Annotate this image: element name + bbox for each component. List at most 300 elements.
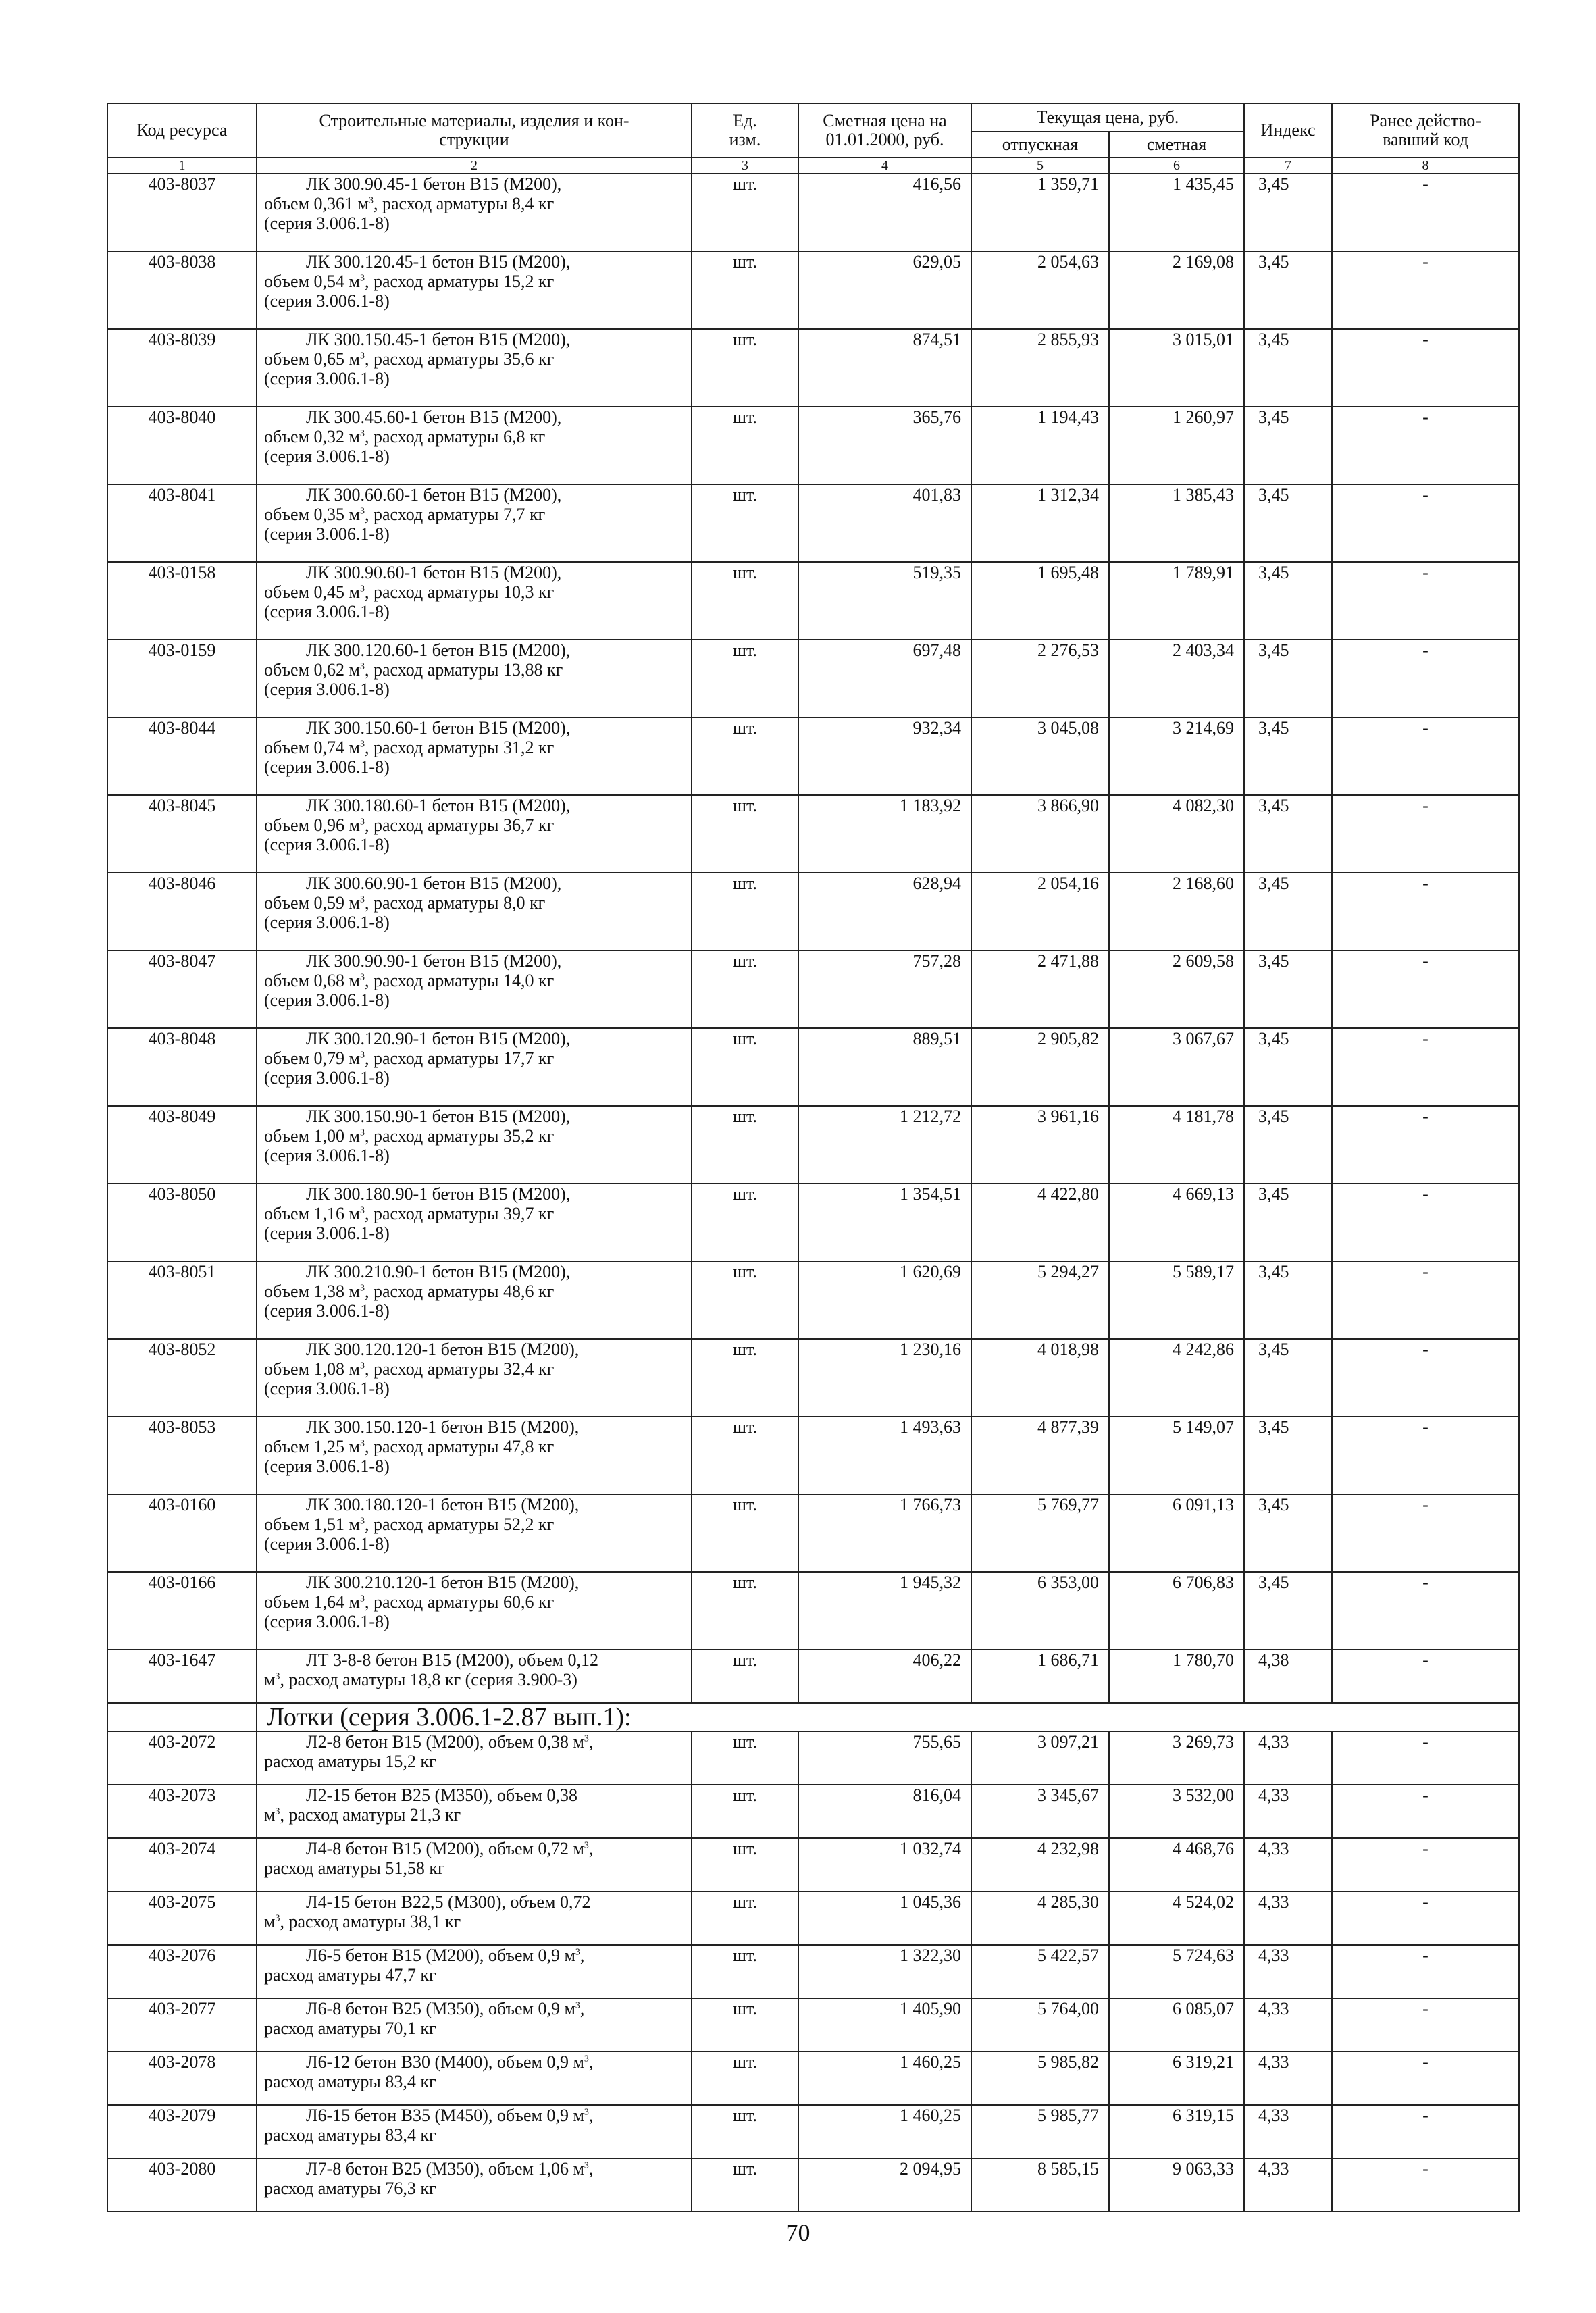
previous-code: -: [1332, 1572, 1519, 1650]
unit-of-measure: шт.: [692, 795, 798, 873]
price-index: 4,33: [1244, 1785, 1332, 1838]
material-name-line: ЛК 300.180.120-1 бетон В15 (М200),: [306, 1495, 580, 1515]
resource-code: 403-8053: [107, 1417, 257, 1494]
estimate-price: 3 067,67: [1109, 1028, 1244, 1106]
material-name-line: объем 0,59 $м^3$, расход арматуры 8,0 кг: [264, 893, 546, 913]
unit-of-measure: шт.: [692, 1998, 798, 2052]
unit-of-measure: шт.: [692, 2158, 798, 2212]
base-price: 932,34: [798, 717, 971, 795]
material-name-line: Л6-12 бетон В30 (М400), объем 0,9 $м^3$,: [306, 2052, 594, 2072]
material-name-line: (серия 3.006.1-8): [264, 1612, 390, 1631]
column-number: 7: [1244, 157, 1332, 174]
material-name-line: ЛК 300.150.120-1 бетон В15 (М200),: [306, 1417, 580, 1437]
header-current-price: Текущая цена, руб.: [971, 103, 1244, 132]
cubic-superscript: 3: [359, 661, 365, 672]
estimate-price: 4 082,30: [1109, 795, 1244, 873]
estimate-price: 6 091,13: [1109, 1494, 1244, 1572]
previous-code: -: [1332, 1945, 1519, 1998]
material-name: [257, 1494, 692, 1572]
resource-code: 403-0159: [107, 640, 257, 717]
header-code: Код ресурса: [107, 103, 257, 157]
header-unit: [692, 103, 798, 157]
unit-of-measure: шт.: [692, 1650, 798, 1703]
price-index: 3,45: [1244, 795, 1332, 873]
cubic-superscript: 3: [359, 351, 365, 361]
cubic-superscript: 3: [359, 1127, 365, 1138]
material-name-line: (серия 3.006.1-8): [264, 1534, 390, 1554]
estimate-price: 6 706,83: [1109, 1572, 1244, 1650]
cubic-superscript: 3: [359, 1594, 365, 1604]
material-name-line: расход аматуры 47,7 кг: [264, 1965, 436, 1985]
estimate-price: 3 532,00: [1109, 1785, 1244, 1838]
base-price: 519,35: [798, 562, 971, 640]
release-price: 2 276,53: [971, 640, 1109, 717]
header-name-line: Строительные материалы, изделия и кон-: [319, 111, 629, 130]
price-index: 3,45: [1244, 950, 1332, 1028]
previous-code: -: [1332, 562, 1519, 640]
material-name: [257, 873, 692, 950]
material-name: [257, 2158, 692, 2212]
resource-code: 403-2074: [107, 1838, 257, 1891]
unit-of-measure: шт.: [692, 1261, 798, 1339]
cubic-superscript: 3: [359, 894, 365, 905]
previous-code: -: [1332, 1184, 1519, 1261]
material-name-line: объем 0,62 $м^3$, расход арматуры 13,88 кг: [264, 660, 563, 680]
column-number: 4: [798, 157, 971, 174]
estimate-price: 4 181,78: [1109, 1106, 1244, 1184]
resource-code: 403-0166: [107, 1572, 257, 1650]
previous-code: -: [1332, 1838, 1519, 1891]
estimate-price: 6 319,21: [1109, 2052, 1244, 2105]
header-estimate-price: сметная: [1109, 132, 1244, 157]
table-row: [107, 407, 1519, 484]
table-row: [107, 1785, 1519, 1838]
table-row: [107, 1494, 1519, 1572]
base-price: 365,76: [798, 407, 971, 484]
table-row: [107, 329, 1519, 407]
material-name: [257, 1572, 692, 1650]
unit-of-measure: шт.: [692, 1785, 798, 1838]
material-name: [257, 1945, 692, 1998]
table-row: [107, 2158, 1519, 2212]
material-name-line: ЛК 300.120.90-1 бетон В15 (М200),: [306, 1029, 571, 1048]
material-name-line: объем 1,25 $м^3$, расход арматуры 47,8 кг: [264, 1437, 555, 1456]
material-name-line: $м^3$, расход аматуры 21,3 кг: [264, 1805, 461, 1825]
material-name: [257, 2105, 692, 2158]
release-price: 4 877,39: [971, 1417, 1109, 1494]
cubic-superscript: 3: [584, 2054, 589, 2064]
resource-code: 403-8046: [107, 873, 257, 950]
material-name-line: ЛК 300.150.90-1 бетон В15 (М200),: [306, 1107, 571, 1126]
unit-of-measure: шт.: [692, 1838, 798, 1891]
material-name-line: ЛК 300.90.45-1 бетон В15 (М200),: [306, 174, 562, 194]
base-price: 416,56: [798, 174, 971, 251]
material-name-line: объем 1,08 $м^3$, расход арматуры 32,4 кг: [264, 1359, 555, 1379]
unit-of-measure: шт.: [692, 407, 798, 484]
previous-code: -: [1332, 329, 1519, 407]
release-price: 2 054,16: [971, 873, 1109, 950]
base-price: 406,22: [798, 1650, 971, 1703]
estimate-price: 3 269,73: [1109, 1731, 1244, 1785]
estimate-price: 1 385,43: [1109, 484, 1244, 562]
material-name-line: Л6-8 бетон В25 (М350), объем 0,9 $м^3$,: [306, 1999, 585, 2018]
base-price: 1 032,74: [798, 1838, 971, 1891]
section-title: Лотки (серия 3.006.1-2.87 вып.1):: [257, 1703, 1519, 1731]
material-name-line: объем 0,32 $м^3$, расход арматуры 6,8 кг: [264, 427, 546, 447]
previous-code: -: [1332, 1106, 1519, 1184]
header-unit-line: изм.: [729, 130, 761, 149]
material-name-line: расход аматуры 51,58 кг: [264, 1858, 445, 1878]
material-name-line: (серия 3.006.1-8): [264, 447, 390, 466]
price-index: 3,45: [1244, 1572, 1332, 1650]
resource-code: 403-2072: [107, 1731, 257, 1785]
cubic-superscript: 3: [359, 1438, 365, 1449]
release-price: 2 905,82: [971, 1028, 1109, 1106]
unit-of-measure: шт.: [692, 640, 798, 717]
material-name-line: ЛК 300.90.60-1 бетон В15 (М200),: [306, 563, 562, 582]
previous-code: -: [1332, 873, 1519, 950]
unit-of-measure: шт.: [692, 1106, 798, 1184]
material-name: [257, 1339, 692, 1417]
price-index: 3,45: [1244, 640, 1332, 717]
resource-code: 403-2075: [107, 1891, 257, 1945]
material-name-line: (серия 3.006.1-8): [264, 1456, 390, 1476]
estimate-price: 2 403,34: [1109, 640, 1244, 717]
material-name-line: Л4-8 бетон В15 (М200), объем 0,72 $м^3$,: [306, 1839, 594, 1858]
material-name-line: Л6-15 бетон В35 (М450), объем 0,9 $м^3$,: [306, 2106, 594, 2125]
base-price: 816,04: [798, 1785, 971, 1838]
resource-code: 403-8047: [107, 950, 257, 1028]
unit-of-measure: шт.: [692, 329, 798, 407]
release-price: 5 764,00: [971, 1998, 1109, 2052]
estimate-price: 1 435,45: [1109, 174, 1244, 251]
material-name: [257, 1184, 692, 1261]
price-index: 4,33: [1244, 1891, 1332, 1945]
material-name-line: (серия 3.006.1-8): [264, 291, 390, 311]
cubic-superscript: 3: [359, 1050, 365, 1061]
header-base-price: [798, 103, 971, 157]
material-name-line: ЛК 300.180.60-1 бетон В15 (М200),: [306, 796, 571, 815]
header-base-line: 01.01.2000, руб.: [825, 130, 944, 149]
base-price: 1 493,63: [798, 1417, 971, 1494]
material-name-line: (серия 3.006.1-8): [264, 680, 390, 699]
release-price: 8 585,15: [971, 2158, 1109, 2212]
base-price: 1 354,51: [798, 1184, 971, 1261]
unit-of-measure: шт.: [692, 562, 798, 640]
material-name: [257, 1650, 692, 1703]
material-name-line: объем 0,54 $м^3$, расход арматуры 15,2 кг: [264, 272, 555, 291]
material-name: [257, 484, 692, 562]
resource-code: 403-2078: [107, 2052, 257, 2105]
table-row: [107, 1998, 1519, 2052]
estimate-price: 1 789,91: [1109, 562, 1244, 640]
unit-of-measure: шт.: [692, 950, 798, 1028]
material-name-line: объем 0,96 $м^3$, расход арматуры 36,7 кг: [264, 815, 555, 835]
material-name: [257, 1106, 692, 1184]
material-name-line: объем 0,68 $м^3$, расход арматуры 14,0 кг: [264, 971, 555, 990]
material-name-line: ЛК 300.180.90-1 бетон В15 (М200),: [306, 1184, 571, 1204]
material-name: [257, 1838, 692, 1891]
resource-code: 403-2076: [107, 1945, 257, 1998]
base-price: 889,51: [798, 1028, 971, 1106]
material-name-line: (серия 3.006.1-8): [264, 990, 390, 1010]
material-name: [257, 1998, 692, 2052]
previous-code: -: [1332, 1494, 1519, 1572]
material-name-line: объем 1,51 $м^3$, расход арматуры 52,2 кг: [264, 1515, 555, 1534]
estimate-price: 5 724,63: [1109, 1945, 1244, 1998]
table-row: [107, 1417, 1519, 1494]
material-name: [257, 640, 692, 717]
price-index: 4,33: [1244, 2052, 1332, 2105]
table-row: [107, 1028, 1519, 1106]
release-price: 5 294,27: [971, 1261, 1109, 1339]
unit-of-measure: шт.: [692, 1572, 798, 1650]
column-number: 1: [107, 157, 257, 174]
cubic-superscript: 3: [359, 1361, 365, 1371]
base-price: 1 460,25: [798, 2052, 971, 2105]
resource-code: 403-2079: [107, 2105, 257, 2158]
release-price: 5 985,82: [971, 2052, 1109, 2105]
material-name-line: (серия 3.006.1-8): [264, 1301, 390, 1321]
unit-of-measure: шт.: [692, 1339, 798, 1417]
cubic-superscript: 3: [575, 2000, 580, 2011]
table-row: [107, 717, 1519, 795]
table-row: [107, 484, 1519, 562]
unit-of-measure: шт.: [692, 2105, 798, 2158]
material-name-line: ЛК 300.90.90-1 бетон В15 (М200),: [306, 951, 562, 971]
release-price: 4 285,30: [971, 1891, 1109, 1945]
material-name-line: объем 1,38 $м^3$, расход арматуры 48,6 кг: [264, 1281, 555, 1301]
material-name-line: ЛК 300.120.45-1 бетон В15 (М200),: [306, 252, 571, 272]
estimate-price: 2 169,08: [1109, 251, 1244, 329]
base-price: 697,48: [798, 640, 971, 717]
estimate-price: 4 468,76: [1109, 1838, 1244, 1891]
material-name: [257, 1891, 692, 1945]
material-name: [257, 1261, 692, 1339]
column-number: 6: [1109, 157, 1244, 174]
previous-code: -: [1332, 640, 1519, 717]
estimate-price: 3 214,69: [1109, 717, 1244, 795]
table-row: [107, 2105, 1519, 2158]
resource-code: 403-0160: [107, 1494, 257, 1572]
price-index: 3,45: [1244, 1417, 1332, 1494]
cubic-superscript: 3: [275, 1671, 280, 1682]
table-row: [107, 1261, 1519, 1339]
material-name-line: объем 1,16 $м^3$, расход арматуры 39,7 кг: [264, 1204, 555, 1223]
unit-of-measure: шт.: [692, 484, 798, 562]
material-name-line: (серия 3.006.1-8): [264, 602, 390, 621]
release-price: 3 866,90: [971, 795, 1109, 873]
material-name-line: ЛК 300.45.60-1 бетон В15 (М200),: [306, 407, 562, 427]
resource-code: 403-8039: [107, 329, 257, 407]
release-price: 5 769,77: [971, 1494, 1109, 1572]
base-price: 1 945,32: [798, 1572, 971, 1650]
estimate-price: 3 015,01: [1109, 329, 1244, 407]
unit-of-measure: шт.: [692, 1494, 798, 1572]
table-row: [107, 1184, 1519, 1261]
previous-code: -: [1332, 484, 1519, 562]
release-price: 3 961,16: [971, 1106, 1109, 1184]
material-name: [257, 717, 692, 795]
base-price: 1 620,69: [798, 1261, 971, 1339]
cubic-superscript: 3: [359, 506, 365, 517]
estimate-price: 1 260,97: [1109, 407, 1244, 484]
cubic-superscript: 3: [359, 1516, 365, 1527]
material-name-line: расход аматуры 83,4 кг: [264, 2072, 436, 2091]
price-table-container: [107, 103, 1518, 2212]
base-price: 757,28: [798, 950, 971, 1028]
previous-code: -: [1332, 2105, 1519, 2158]
cubic-superscript: 3: [359, 584, 365, 594]
estimate-price: 5 149,07: [1109, 1417, 1244, 1494]
material-name-line: (серия 3.006.1-8): [264, 913, 390, 932]
table-row: [107, 2052, 1519, 2105]
unit-of-measure: шт.: [692, 1891, 798, 1945]
section-body: [107, 1703, 1519, 1731]
release-price: 1 359,71: [971, 174, 1109, 251]
material-name-line: Л4-15 бетон В22,5 (М300), объем 0,72: [306, 1892, 591, 1912]
material-name: [257, 562, 692, 640]
material-name-line: (серия 3.006.1-8): [264, 757, 390, 777]
price-index: 3,45: [1244, 1494, 1332, 1572]
base-price: 1 230,16: [798, 1339, 971, 1417]
cubic-superscript: 3: [359, 273, 365, 284]
estimate-price: 6 319,15: [1109, 2105, 1244, 2158]
header-unit-line: Ед.: [733, 111, 757, 130]
unit-of-measure: шт.: [692, 1417, 798, 1494]
material-name-line: объем 0,74 $м^3$, расход арматуры 31,2 кг: [264, 738, 555, 757]
release-price: 4 018,98: [971, 1339, 1109, 1417]
cubic-superscript: 3: [584, 1840, 589, 1851]
material-name: [257, 1731, 692, 1785]
material-name-line: ЛК 300.120.60-1 бетон В15 (М200),: [306, 640, 571, 660]
previous-code: -: [1332, 717, 1519, 795]
release-price: 2 471,88: [971, 950, 1109, 1028]
material-name-line: ЛК 300.210.90-1 бетон В15 (М200),: [306, 1262, 571, 1281]
cubic-superscript: 3: [359, 1283, 365, 1294]
previous-code: -: [1332, 795, 1519, 873]
material-name-line: (серия 3.006.1-8): [264, 524, 390, 544]
resource-code: 403-2077: [107, 1998, 257, 2052]
material-name-line: (серия 3.006.1-8): [264, 369, 390, 388]
price-index: 3,45: [1244, 1261, 1332, 1339]
material-name-line: (серия 3.006.1-8): [264, 1223, 390, 1243]
previous-code: -: [1332, 1785, 1519, 1838]
estimate-price: 1 780,70: [1109, 1650, 1244, 1703]
resource-code: 403-8052: [107, 1339, 257, 1417]
material-name-line: объем 0,35 $м^3$, расход арматуры 7,7 кг: [264, 505, 546, 524]
release-price: 2 855,93: [971, 329, 1109, 407]
estimate-price: 4 242,86: [1109, 1339, 1244, 1417]
cubic-superscript: 3: [359, 739, 365, 750]
unit-of-measure: шт.: [692, 1028, 798, 1106]
previous-code: -: [1332, 174, 1519, 251]
material-name: [257, 174, 692, 251]
cubic-superscript: 3: [575, 1947, 580, 1958]
material-name-line: объем 1,00 $м^3$, расход арматуры 35,2 кг: [264, 1126, 555, 1146]
material-name-line: $м^3$, расход аматуры 38,1 кг: [264, 1912, 461, 1931]
table-row: [107, 873, 1519, 950]
price-index: 4,33: [1244, 2105, 1332, 2158]
price-index: 3,45: [1244, 562, 1332, 640]
estimate-price: 2 168,60: [1109, 873, 1244, 950]
unit-of-measure: шт.: [692, 251, 798, 329]
resource-code: 403-8050: [107, 1184, 257, 1261]
base-price: 1 766,73: [798, 1494, 971, 1572]
header-name-line: струкции: [439, 130, 509, 149]
price-index: 3,45: [1244, 407, 1332, 484]
previous-code: -: [1332, 1731, 1519, 1785]
material-name: [257, 329, 692, 407]
material-name-line: (серия 3.006.1-8): [264, 1379, 390, 1398]
material-name-line: Л2-8 бетон В15 (М200), объем 0,38 $м^3$,: [306, 1732, 594, 1752]
price-table: [107, 103, 1520, 2212]
previous-code: -: [1332, 251, 1519, 329]
price-index: 4,38: [1244, 1650, 1332, 1703]
material-name-line: ЛК 300.60.90-1 бетон В15 (М200),: [306, 873, 562, 893]
release-price: 5 422,57: [971, 1945, 1109, 1998]
release-price: 5 985,77: [971, 2105, 1109, 2158]
table-body-main: [107, 174, 1519, 1703]
previous-code: -: [1332, 1028, 1519, 1106]
release-price: 1 194,43: [971, 407, 1109, 484]
cubic-superscript: 3: [584, 2160, 589, 2171]
column-number: 5: [971, 157, 1109, 174]
material-name-line: (серия 3.006.1-8): [264, 835, 390, 855]
price-index: 4,33: [1244, 1838, 1332, 1891]
release-price: 4 422,80: [971, 1184, 1109, 1261]
material-name: [257, 1028, 692, 1106]
cubic-superscript: 3: [359, 972, 365, 983]
base-price: 401,83: [798, 484, 971, 562]
previous-code: -: [1332, 1891, 1519, 1945]
price-index: 3,45: [1244, 484, 1332, 562]
resource-code: 403-8044: [107, 717, 257, 795]
cubic-superscript: 3: [275, 1806, 280, 1817]
previous-code: -: [1332, 1339, 1519, 1417]
resource-code: 403-0158: [107, 562, 257, 640]
table-row: [107, 950, 1519, 1028]
release-price: 3 045,08: [971, 717, 1109, 795]
material-name-line: (серия 3.006.1-8): [264, 213, 390, 233]
unit-of-measure: шт.: [692, 1731, 798, 1785]
release-price: 4 232,98: [971, 1838, 1109, 1891]
table-row: [107, 251, 1519, 329]
header-prev-line: вавший код: [1383, 130, 1468, 149]
table-row: [107, 795, 1519, 873]
resource-code: 403-8045: [107, 795, 257, 873]
table-row: [107, 1106, 1519, 1184]
resource-code: 403-8048: [107, 1028, 257, 1106]
column-number: 8: [1332, 157, 1519, 174]
material-name-line: объем 0,45 $м^3$, расход арматуры 10,3 кг: [264, 582, 555, 602]
material-name: [257, 407, 692, 484]
cubic-superscript: 3: [359, 817, 365, 828]
base-price: 874,51: [798, 329, 971, 407]
header-release-price: отпускная: [971, 132, 1109, 157]
unit-of-measure: шт.: [692, 1184, 798, 1261]
header-base-line: Сметная цена на: [823, 111, 947, 130]
base-price: 1 212,72: [798, 1106, 971, 1184]
price-index: 3,45: [1244, 329, 1332, 407]
base-price: 2 094,95: [798, 2158, 971, 2212]
table-row: [107, 1838, 1519, 1891]
header-prev-line: Ранее действо-: [1370, 111, 1481, 130]
column-number-row: [107, 157, 1519, 174]
cubic-superscript: 3: [359, 428, 365, 439]
price-index: 4,33: [1244, 2158, 1332, 2212]
estimate-price: 2 609,58: [1109, 950, 1244, 1028]
